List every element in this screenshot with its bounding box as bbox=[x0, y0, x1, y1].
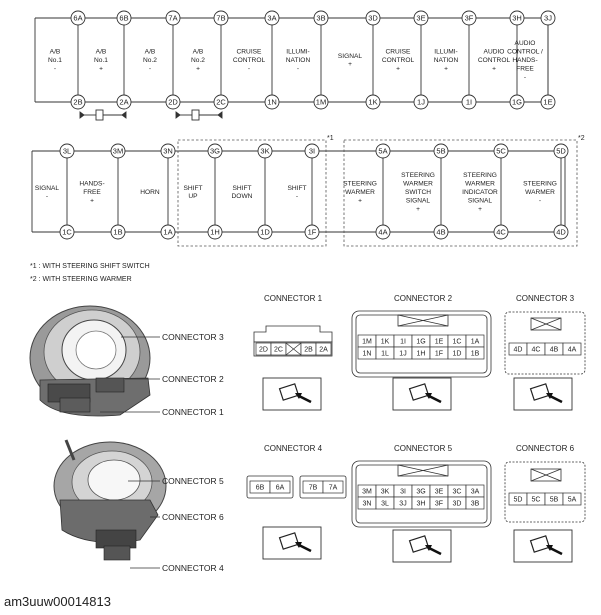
plug-direction-icon bbox=[393, 530, 451, 562]
top-pin bbox=[366, 11, 380, 25]
connector-1-title: CONNECTOR 1 bbox=[263, 294, 323, 303]
pin-label: 1K bbox=[368, 97, 378, 107]
plug-direction-icon bbox=[393, 378, 451, 410]
connector-3-pin bbox=[509, 343, 527, 355]
pin-label: 1A bbox=[163, 227, 173, 237]
bottom-pin bbox=[265, 95, 279, 109]
bottom-pin bbox=[462, 95, 476, 109]
svg-text:1E: 1E bbox=[434, 338, 444, 346]
top-pin bbox=[111, 144, 125, 158]
connector-6-pin bbox=[545, 493, 563, 505]
top-pin bbox=[305, 144, 319, 158]
connector-5-pin bbox=[412, 485, 430, 497]
spiral-cable-illustration-rear bbox=[54, 440, 166, 560]
pin-label: 1D bbox=[260, 227, 270, 237]
svg-text:3J: 3J bbox=[399, 500, 407, 508]
top-pin bbox=[60, 144, 74, 158]
connector-6-face bbox=[505, 462, 585, 522]
svg-text:3M: 3M bbox=[362, 488, 372, 496]
pin-label: 2C bbox=[216, 97, 226, 107]
pin-label: 4A bbox=[378, 227, 388, 237]
circuit-label: ILLUMI-NATION - bbox=[285, 48, 311, 73]
top-pin bbox=[462, 11, 476, 25]
pin-label: 5B bbox=[436, 146, 446, 156]
bottom-pin bbox=[71, 95, 85, 109]
pin-label: 2B bbox=[73, 97, 83, 107]
svg-text:5B: 5B bbox=[549, 496, 559, 504]
connector-6-pin bbox=[563, 493, 581, 505]
pin-label: 3A bbox=[267, 13, 277, 23]
svg-text:2B: 2B bbox=[304, 346, 313, 354]
pin-label: 1C bbox=[62, 227, 72, 237]
circuit-label: A/B No.2 + bbox=[191, 48, 205, 73]
connector-2-pin bbox=[358, 347, 376, 359]
svg-text:1H: 1H bbox=[416, 350, 426, 358]
circuit-label: SHIFT - bbox=[287, 184, 307, 201]
svg-text:1F: 1F bbox=[434, 350, 444, 358]
top-pin bbox=[214, 11, 228, 25]
connector-2-pin bbox=[412, 335, 430, 347]
connector-3-title: CONNECTOR 3 bbox=[515, 294, 575, 303]
footnote-2: *2 : WITH STEERING WARMER bbox=[30, 276, 132, 283]
pin-label: 3I bbox=[308, 146, 316, 156]
circuit-label: A/B No.2 - bbox=[143, 48, 157, 73]
connector-4-pin bbox=[270, 481, 290, 493]
top-pin bbox=[258, 144, 272, 158]
circuit-label: STEERING WARMER SWITCH SIGNAL + bbox=[401, 172, 435, 213]
svg-text:1L: 1L bbox=[381, 350, 389, 358]
bottom-pin bbox=[161, 225, 175, 239]
svg-text:3C: 3C bbox=[452, 488, 462, 496]
svg-text:1G: 1G bbox=[416, 338, 426, 346]
connector-5-pin bbox=[394, 497, 412, 509]
pin-label: 3E bbox=[416, 13, 426, 23]
svg-text:3K: 3K bbox=[380, 488, 390, 496]
footnote-1: *1 : WITH STEERING SHIFT SWITCH bbox=[30, 263, 150, 270]
connector-6-pin bbox=[509, 493, 527, 505]
top-pin bbox=[376, 144, 390, 158]
pin-label: 6B bbox=[119, 13, 129, 23]
svg-text:1B: 1B bbox=[470, 350, 480, 358]
circuit-label: SIGNAL - bbox=[34, 184, 60, 201]
pin-label: 7A bbox=[168, 13, 178, 23]
figure-caption: am3uuw00014813 bbox=[4, 594, 111, 609]
top-pin bbox=[494, 144, 508, 158]
top-pin bbox=[541, 11, 555, 25]
svg-text:4D: 4D bbox=[513, 346, 523, 354]
circuit-label: HANDS-FREE + bbox=[79, 180, 105, 205]
connector-6-title: CONNECTOR 6 bbox=[515, 444, 575, 453]
callout-connector-6: CONNECTOR 6 bbox=[162, 512, 224, 522]
top-pin bbox=[161, 144, 175, 158]
pin-label: 6A bbox=[73, 13, 83, 23]
connector-3-pin bbox=[527, 343, 545, 355]
bottom-pin bbox=[366, 95, 380, 109]
pin-label: 7B bbox=[216, 13, 226, 23]
bottom-pin bbox=[166, 95, 180, 109]
pin-label: 3M bbox=[112, 146, 124, 156]
svg-text:1C: 1C bbox=[452, 338, 462, 346]
top-pin bbox=[434, 144, 448, 158]
connector-5-pin bbox=[376, 497, 394, 509]
connector-4-pin bbox=[250, 481, 270, 493]
pin-label: 4D bbox=[556, 227, 566, 237]
svg-text:1N: 1N bbox=[362, 350, 372, 358]
pin-label: 1H bbox=[210, 227, 220, 237]
connector-5-pin bbox=[466, 485, 484, 497]
connector-2-pin bbox=[412, 347, 430, 359]
svg-text:3N: 3N bbox=[362, 500, 372, 508]
bottom-pin bbox=[314, 95, 328, 109]
connector-5-pin bbox=[376, 485, 394, 497]
svg-text:3G: 3G bbox=[416, 488, 426, 496]
circuit-label: SHIFT UP bbox=[183, 184, 203, 201]
connector-2-pin bbox=[448, 347, 466, 359]
bottom-pin bbox=[376, 225, 390, 239]
bottom-pin bbox=[305, 225, 319, 239]
svg-text:6A: 6A bbox=[275, 484, 285, 492]
pin-label: 3D bbox=[368, 13, 378, 23]
svg-text:3A: 3A bbox=[470, 488, 480, 496]
svg-text:2D: 2D bbox=[259, 346, 268, 354]
bottom-pin bbox=[510, 95, 524, 109]
callout-connector-5: CONNECTOR 5 bbox=[162, 476, 224, 486]
callout-connector-3: CONNECTOR 3 bbox=[162, 332, 224, 342]
svg-text:4B: 4B bbox=[549, 346, 559, 354]
resistor-symbol-airbag-2 bbox=[176, 110, 222, 120]
connector-3-pin bbox=[563, 343, 581, 355]
circuit-label: HORN bbox=[140, 189, 160, 196]
top-pin bbox=[314, 11, 328, 25]
connector-1-pin bbox=[271, 343, 286, 355]
footnote-mark-2: *2 bbox=[578, 135, 585, 142]
connector-2-pin bbox=[466, 335, 484, 347]
connector-5-pin bbox=[412, 497, 430, 509]
svg-text:3H: 3H bbox=[416, 500, 426, 508]
pin-label: 3F bbox=[464, 13, 474, 23]
pin-label: 1N bbox=[267, 97, 277, 107]
pin-label: 1M bbox=[315, 97, 327, 107]
top-pin bbox=[166, 11, 180, 25]
connector-2-title: CONNECTOR 2 bbox=[393, 294, 453, 303]
plug-direction-icon bbox=[514, 378, 572, 410]
top-pin bbox=[510, 11, 524, 25]
connector-5-pin bbox=[430, 485, 448, 497]
connector-1-pin bbox=[316, 343, 331, 355]
circuit-label: ILLUMI-NATION + bbox=[433, 48, 459, 73]
callout-connector-2: CONNECTOR 2 bbox=[162, 374, 224, 384]
bottom-pin bbox=[434, 225, 448, 239]
svg-text:3E: 3E bbox=[434, 488, 444, 496]
connector-5-pin bbox=[448, 497, 466, 509]
pin-label: 4B bbox=[436, 227, 446, 237]
svg-text:5A: 5A bbox=[567, 496, 577, 504]
svg-text:3D: 3D bbox=[452, 500, 462, 508]
pin-label: 5D bbox=[556, 146, 566, 156]
connector-2-pin bbox=[430, 347, 448, 359]
bottom-pin bbox=[258, 225, 272, 239]
top-pin bbox=[208, 144, 222, 158]
bottom-pin bbox=[117, 95, 131, 109]
pin-label: 3G bbox=[209, 146, 221, 156]
connector-1-pin bbox=[286, 343, 301, 355]
connector-5-pin bbox=[358, 485, 376, 497]
circuit-label: SIGNAL + bbox=[337, 52, 363, 69]
bottom-pin bbox=[60, 225, 74, 239]
pin-label: 2A bbox=[119, 97, 129, 107]
pin-label: 2D bbox=[168, 97, 178, 107]
pin-label: 3N bbox=[163, 146, 173, 156]
svg-text:7A: 7A bbox=[328, 484, 338, 492]
connector-5-pin bbox=[466, 497, 484, 509]
connector-2-pin bbox=[376, 335, 394, 347]
resistor-symbol-airbag-1 bbox=[80, 110, 126, 120]
connector-4-title: CONNECTOR 4 bbox=[263, 444, 323, 453]
connector-1-pin bbox=[301, 343, 316, 355]
connector-5-pin bbox=[430, 497, 448, 509]
circuit-label: SHIFT DOWN bbox=[231, 184, 253, 201]
callout-connector-1: CONNECTOR 1 bbox=[162, 407, 224, 417]
connector-2-pin bbox=[358, 335, 376, 347]
callout-connector-4: CONNECTOR 4 bbox=[162, 563, 224, 573]
circuit-label: CRUISE CONTROL - bbox=[232, 48, 266, 73]
connector-5-pin bbox=[448, 485, 466, 497]
bottom-pin bbox=[554, 225, 568, 239]
bottom-pin bbox=[208, 225, 222, 239]
circuit-label: A/B No.1 - bbox=[48, 48, 62, 73]
connector-5-title: CONNECTOR 5 bbox=[393, 444, 453, 453]
svg-text:5D: 5D bbox=[513, 496, 523, 504]
svg-text:2C: 2C bbox=[274, 346, 283, 354]
bottom-pin bbox=[414, 95, 428, 109]
connector-2-pin bbox=[376, 347, 394, 359]
bottom-pin bbox=[541, 95, 555, 109]
pin-label: 3B bbox=[316, 13, 326, 23]
svg-text:6B: 6B bbox=[255, 484, 265, 492]
connector-2-pin bbox=[466, 347, 484, 359]
connector-6-pin bbox=[527, 493, 545, 505]
bottom-pin bbox=[111, 225, 125, 239]
pin-label: 1B bbox=[113, 227, 123, 237]
top-pin bbox=[71, 11, 85, 25]
pin-label: 1J bbox=[417, 97, 425, 107]
pin-label: 4C bbox=[496, 227, 506, 237]
connector-2-pin bbox=[394, 335, 412, 347]
top-pin bbox=[117, 11, 131, 25]
connector-4-pin bbox=[303, 481, 323, 493]
pin-label: 3J bbox=[544, 13, 552, 23]
connector-1-pin bbox=[256, 343, 271, 355]
pin-label: 1G bbox=[511, 97, 523, 107]
pin-label: 3K bbox=[260, 146, 270, 156]
connector-4-pin bbox=[323, 481, 343, 493]
circuit-label: STEERING WARMER INDICATOR SIGNAL + bbox=[462, 172, 498, 213]
bottom-pin bbox=[214, 95, 228, 109]
plug-direction-icon bbox=[263, 527, 321, 559]
pin-label: 3L bbox=[62, 146, 72, 156]
connector-5-pin bbox=[358, 497, 376, 509]
circuit-label: A/B No.1 + bbox=[94, 48, 108, 73]
svg-text:1I: 1I bbox=[400, 338, 406, 346]
circuit-label: AUDIO CONTROL / HANDS-FREE - bbox=[507, 40, 543, 81]
footnote-mark-1: *1 bbox=[327, 135, 334, 142]
circuit-label: AUDIO CONTROL + bbox=[477, 48, 511, 73]
pin-label: 5C bbox=[496, 146, 506, 156]
svg-text:4A: 4A bbox=[567, 346, 577, 354]
connector-3-pin bbox=[545, 343, 563, 355]
bottom-pin bbox=[494, 225, 508, 239]
circuit-label: CRUISE CONTROL + bbox=[381, 48, 415, 73]
connector-2-pin bbox=[430, 335, 448, 347]
top-pin bbox=[414, 11, 428, 25]
pin-label: 1E bbox=[543, 97, 553, 107]
svg-text:1D: 1D bbox=[452, 350, 462, 358]
svg-text:3L: 3L bbox=[381, 500, 389, 508]
svg-text:5C: 5C bbox=[531, 496, 541, 504]
pin-label: 3H bbox=[512, 13, 522, 23]
top-pin bbox=[265, 11, 279, 25]
svg-text:1A: 1A bbox=[470, 338, 480, 346]
plug-direction-icon bbox=[263, 378, 321, 410]
circuit-label: STEERING WARMER + bbox=[343, 180, 377, 205]
connector-5-pin bbox=[394, 485, 412, 497]
svg-text:1K: 1K bbox=[380, 338, 390, 346]
pin-label: 1F bbox=[307, 227, 317, 237]
svg-text:1M: 1M bbox=[362, 338, 372, 346]
svg-text:3B: 3B bbox=[470, 500, 480, 508]
spiral-cable-illustration-front bbox=[30, 306, 150, 416]
connector-2-pin bbox=[394, 347, 412, 359]
svg-text:7B: 7B bbox=[308, 484, 318, 492]
pin-label: 1I bbox=[465, 97, 473, 107]
svg-text:3I: 3I bbox=[400, 488, 406, 496]
svg-text:1J: 1J bbox=[399, 350, 407, 358]
pin-label: 5A bbox=[378, 146, 388, 156]
svg-text:2A: 2A bbox=[319, 346, 328, 354]
connector-2-pin bbox=[448, 335, 466, 347]
circuit-label: STEERING WARMER - bbox=[523, 180, 557, 205]
svg-text:4C: 4C bbox=[531, 346, 541, 354]
top-pin bbox=[554, 144, 568, 158]
plug-direction-icon bbox=[514, 530, 572, 562]
svg-text:3F: 3F bbox=[434, 500, 444, 508]
